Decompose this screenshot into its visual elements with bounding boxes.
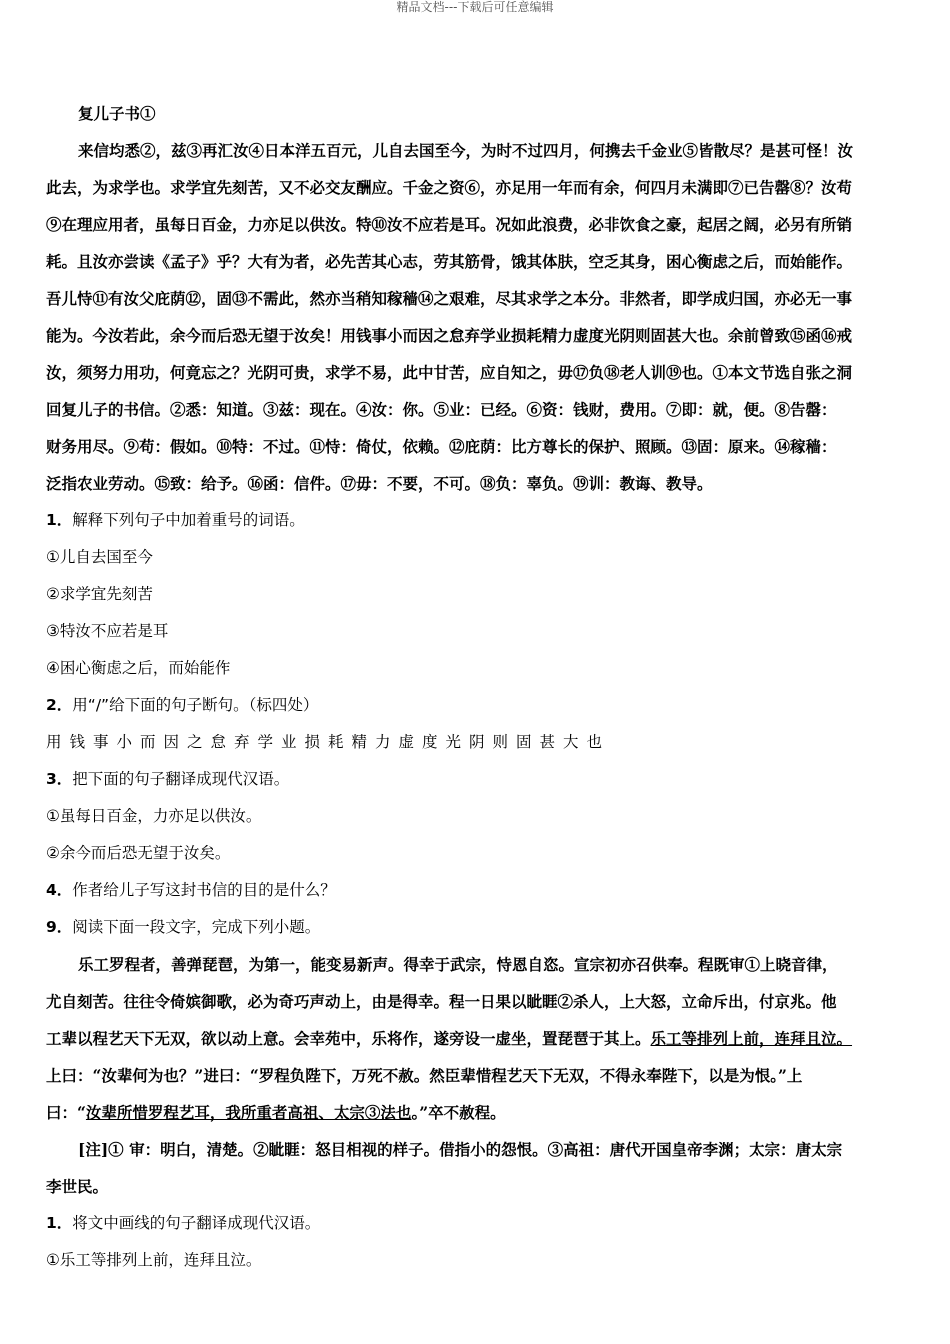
page-header: 精品文档---下载后可任意编辑 — [396, 0, 554, 14]
passage-line: 回复儿子的书信。②悉：知道。③兹：现在。④汝：你。⑤业：已经。⑥资：钱财，费用。⑦即：就，便。⑧告罄： — [46, 400, 837, 419]
question-1: 1．解释下列句子中加着重号的词语。 — [46, 511, 305, 529]
passage2-line: 乐工罗程者，善弹琵琶，为第一，能变易新声。得幸于武宗，恃恩自恣。宣宗初亦召供奉。程既审①上晓音律， — [78, 955, 838, 974]
passage-line: 此去，为求学也。求学宜先刻苦，又不必交友酬应。千金之资⑥，亦足用一年而有余，何四月未满即⑦已告罄⑧？汝苟 — [46, 178, 853, 197]
underlined-sentence: 汝辈所惜罗程艺耳，我所重者高祖、太宗③法也 — [85, 1103, 412, 1122]
passage2-line: 上曰：“汝辈何为也？”进曰：“罗程负陛下，万死不赦。然臣辈惜程艺天下无双，不得永奉陛下，以是为恨。”上 — [46, 1066, 803, 1085]
passage-line: 来信均悉②，兹③再汇汝④日本洋五百元，儿自去国至今，为时不过四月，何携去千金业⑤皆散尽？是甚可怪！汝 — [78, 141, 854, 160]
emphasis-mark: 是 · — [137, 622, 153, 640]
question-1b: 1．将文中画线的句子翻译成现代汉语。 — [46, 1214, 321, 1232]
passage2-line: 曰：“汝辈所惜罗程艺耳，我所重者高祖、太宗③法也。”卒不赦程。 — [46, 1103, 506, 1122]
note-line: [注]① 审：明白，清楚。②眦睚：怒目相视的样子。借指小的怨恨。③高祖：唐代开国皇帝李渊；太宗：唐太宗 — [78, 1140, 843, 1159]
passage-line: ⑨在理应用者，虽每日百金，力亦足以供汝。特⑩汝不应若是耳。况如此浪费，必非饮食之豪，起居之阔，必另有所销 — [46, 215, 853, 234]
question-item: ②求学宜 ·先刻苦 — [46, 576, 912, 613]
question-4: 4．作者给儿子写这封书信的目的是什么？ — [46, 881, 336, 899]
question-item: ②余今而后恐无望于汝矣。 — [46, 844, 231, 862]
question-item: ①虽每日百金，力亦足以供汝。 — [46, 807, 262, 825]
passage-line: 泛指农业劳动。⑮致：给予。⑯函：信件。⑰毋：不要，不可。⑱负：辜负。⑲训：教诲、教导。 — [46, 474, 713, 493]
question-3: 3．把下面的句子翻译成现代汉语。 — [46, 770, 290, 788]
emphasis-mark: 作 · — [215, 659, 231, 677]
passage-title: 复儿子书① — [78, 104, 156, 123]
question-item: ①乐工等排列上前，连拜且泣。 — [46, 1251, 262, 1269]
question-item: ④困心衡虑之后，而始能作 · — [46, 650, 912, 687]
passage2-line: 工辈以程艺天下无双，欲以动上意。会幸苑中，乐将作，遂旁设一虚坐，置琵琶于其上。乐工等排列上前，连拜且泣。 — [46, 1029, 853, 1048]
passage-line: 财务用尽。⑨苟：假如。⑩特：不过。⑪恃：倚仗，依赖。⑫庇荫：比方尊长的保护、照顾。⑬固：原来。⑭稼穑： — [46, 437, 837, 456]
passage2-line: 尤自刻苦。往往令倚嫔御歌，必为奇巧声动上，由是得幸。程一日果以眦睚②杀人，上大怒，立命斥出，付京兆。他 — [46, 992, 837, 1011]
passage-line: 汝，须努力用功，何竟忘之？光阴可贵，求学不易，此中甘苦，应自知之，毋⑰负⑱老人训⑲也。①本文节选自张之洞 — [46, 363, 853, 382]
emphasis-mark: 宜 · — [91, 585, 107, 603]
punctuation-sentence: 用钱事小而因之怠弃学业损耗精力虚度光阴则固甚大也 — [46, 733, 611, 751]
question-2: 2．用“/”给下面的句子断句。（标四处） — [46, 696, 319, 714]
underlined-sentence: 乐工等排列上前，连拜且泣。 — [650, 1029, 853, 1048]
passage-line: 能为。今汝若此，余今而后恐无望于汝矣！用钱事小而因之怠弃学业损耗精力虚度光阴则固甚大也。余前曾致⑮函⑯戒 — [46, 326, 853, 345]
note-line: 李世民。 — [46, 1177, 109, 1196]
emphasis-mark: 去 · — [91, 548, 107, 566]
question-item: ①儿自去 ·国至今 — [46, 539, 912, 576]
passage-line: 耗。且汝亦尝读《孟子》乎？大有为者，必先苦其心志，劳其筋骨，饿其体肤，空乏其身，困心衡虑之后，而始能作。 — [46, 252, 853, 271]
passage-line: 吾儿恃⑪有汝父庇荫⑫，固⑬不需此，然亦当稍知稼穑⑭之艰难，尽其求学之本分。非然者，即学成归国，亦必无一事 — [46, 289, 853, 308]
document-body — [46, 95, 912, 1279]
question-9: 9．阅读下面一段文字，完成下列小题。 — [46, 918, 321, 936]
question-item: ③特汝不应若是 ·耳 — [46, 613, 912, 650]
